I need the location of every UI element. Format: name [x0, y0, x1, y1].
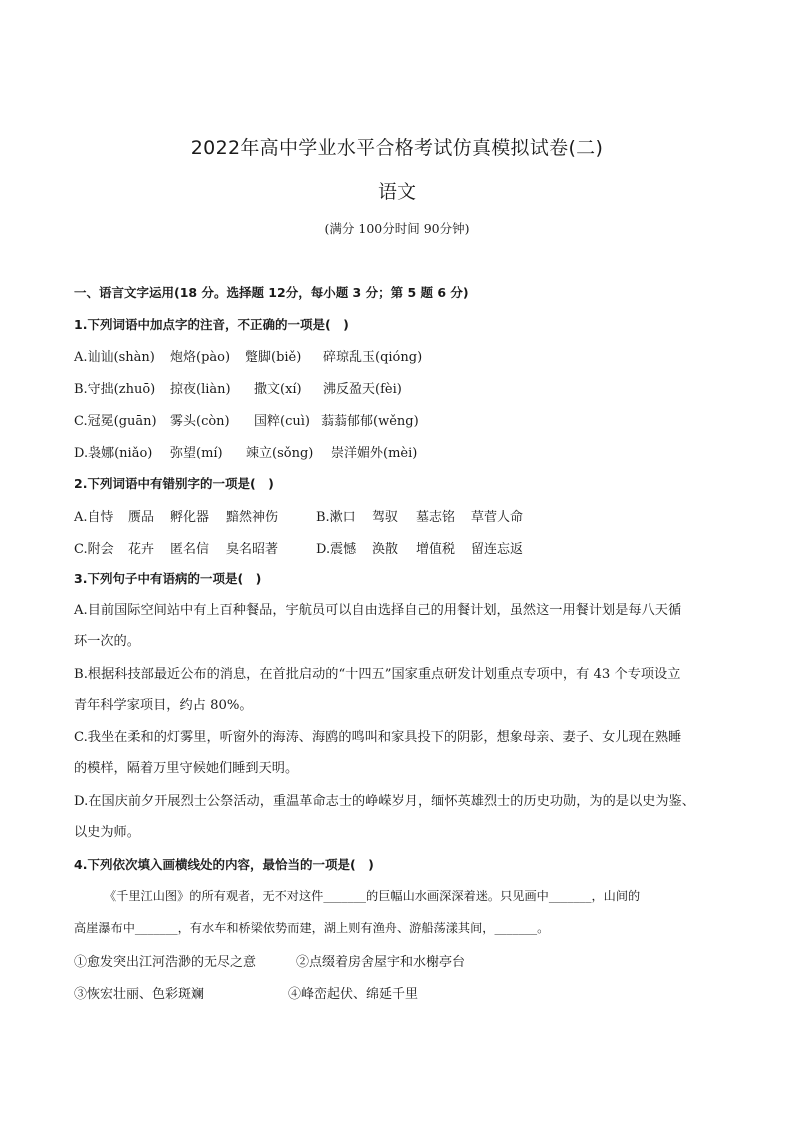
question-3-option-a [74, 595, 734, 657]
option-text-line: 的模样，隔着万里守候她们睡到天明。 [74, 761, 299, 776]
option-item: 掠夜(liàn) [170, 382, 231, 397]
option-item: 涣散 [372, 542, 399, 557]
option-item: A.讪讪(shàn) [74, 350, 155, 365]
option-item: 墓志铭 [416, 510, 456, 525]
passage-line: 高崖瀑布中_______，有水车和桥梁依势而建，湖上则有渔舟、游船荡漾其间，_______。 [74, 921, 550, 935]
exam-title: 2022年高中学业水平合格考试仿真模拟试卷(二) [190, 137, 604, 159]
option-item: 花卉 [128, 542, 155, 557]
question-3-option-c [74, 722, 734, 784]
option-item: 雾头(còn) [170, 414, 230, 429]
option-text-line: 青年科学家项目，约占 80%。 [74, 698, 253, 713]
option-item: 蹩脚(biě) [245, 350, 302, 365]
option-item: 黯然神伤 [226, 510, 279, 525]
option-item: 匿名信 [170, 542, 210, 557]
question-2-stem: 2.下列词语中有错别字的一项是( ) [74, 476, 274, 491]
option-item: 炮烙(pào) [170, 350, 231, 365]
option-text-line: A.目前国际空间站中有上百种餐品，宇航员可以自由选择自己的用餐计划，虽然这一用餐计划是每八天循 [74, 603, 682, 618]
option-item: D.袅娜(niǎo) [74, 446, 153, 461]
passage-line: 《千里江山图》的所有观者，无不对这件_______的巨幅山水画深深着迷。只见画中_______，山间的 [104, 889, 641, 903]
question-1-stem: 1.下列词语中加点字的注音，不正确的一项是( ) [74, 317, 349, 332]
choice-item: ①愈发突出江河浩渺的无尽之意 [74, 955, 257, 970]
option-item: C.附会 [74, 542, 114, 557]
option-text-line: C.我坐在柔和的灯雾里，听窗外的海涛、海鸥的鸣叫和家具投下的阴影，想象母亲、妻子、女儿现在熟睡 [74, 730, 682, 745]
section-heading: 一、语言文字运用(18 分。选择题 12分，每小题 3 分；第 5 题 6 分) [74, 285, 469, 300]
option-text-line: 以史为师。 [74, 825, 140, 840]
option-text-line: 环一次的。 [74, 634, 140, 649]
score-time-note: (满分 100分时间 90分钟) [324, 221, 470, 236]
option-item: 驾驭 [372, 510, 399, 525]
option-item: 国粹(cuì) [254, 414, 310, 429]
question-3-option-d [74, 786, 734, 848]
question-3-stem: 3.下列句子中有语病的一项是( ) [74, 571, 262, 586]
option-item: B.漱口 [316, 510, 356, 525]
option-text-line: B.根据科技部最近公布的消息，在首批启动的“十四五”国家重点研发计划重点专项中，有 43 个专项设立 [74, 667, 681, 682]
choice-item: ④峰峦起伏、绵延千里 [288, 987, 419, 1002]
option-item: 崇洋媚外(mèi) [331, 446, 418, 461]
option-item: 碎琼乱玉(qióng) [323, 350, 423, 365]
option-item: 弥望(mí) [170, 446, 223, 461]
question-3-option-b [74, 659, 734, 721]
option-item: 留连忘返 [471, 542, 524, 557]
option-item: 孵化器 [170, 510, 210, 525]
option-item: 增值税 [416, 542, 456, 557]
option-text-line: D.在国庆前夕开展烈士公祭活动，重温革命志士的峥嵘岁月，缅怀英雄烈士的历史功勋，为的是以史为鉴、 [74, 794, 695, 809]
option-item: B.守拙(zhuō) [74, 382, 156, 397]
option-item: 蓊蓊郁郁(wěng) [321, 414, 419, 429]
option-item: 沸反盈天(fèi) [323, 382, 402, 397]
option-item: 撒文(xí) [254, 382, 302, 397]
subject-title: 语文 [377, 181, 416, 203]
option-item: A.自恃 [74, 510, 114, 525]
option-item: 草菅人命 [471, 510, 524, 525]
choice-item: ②点缀着房舍屋宇和水榭亭台 [296, 955, 466, 970]
option-item: C.冠冕(guān) [74, 414, 157, 429]
option-item: 竦立(sǒng) [246, 446, 314, 461]
option-item: 赝品 [128, 510, 155, 525]
option-item: 臭名昭著 [226, 542, 279, 557]
choice-item: ③恢宏壮丽、色彩斑斓 [74, 987, 205, 1002]
question-4-stem: 4.下列依次填入画横线处的内容，最恰当的一项是( ) [74, 857, 374, 872]
option-item: D.震憾 [316, 542, 357, 557]
